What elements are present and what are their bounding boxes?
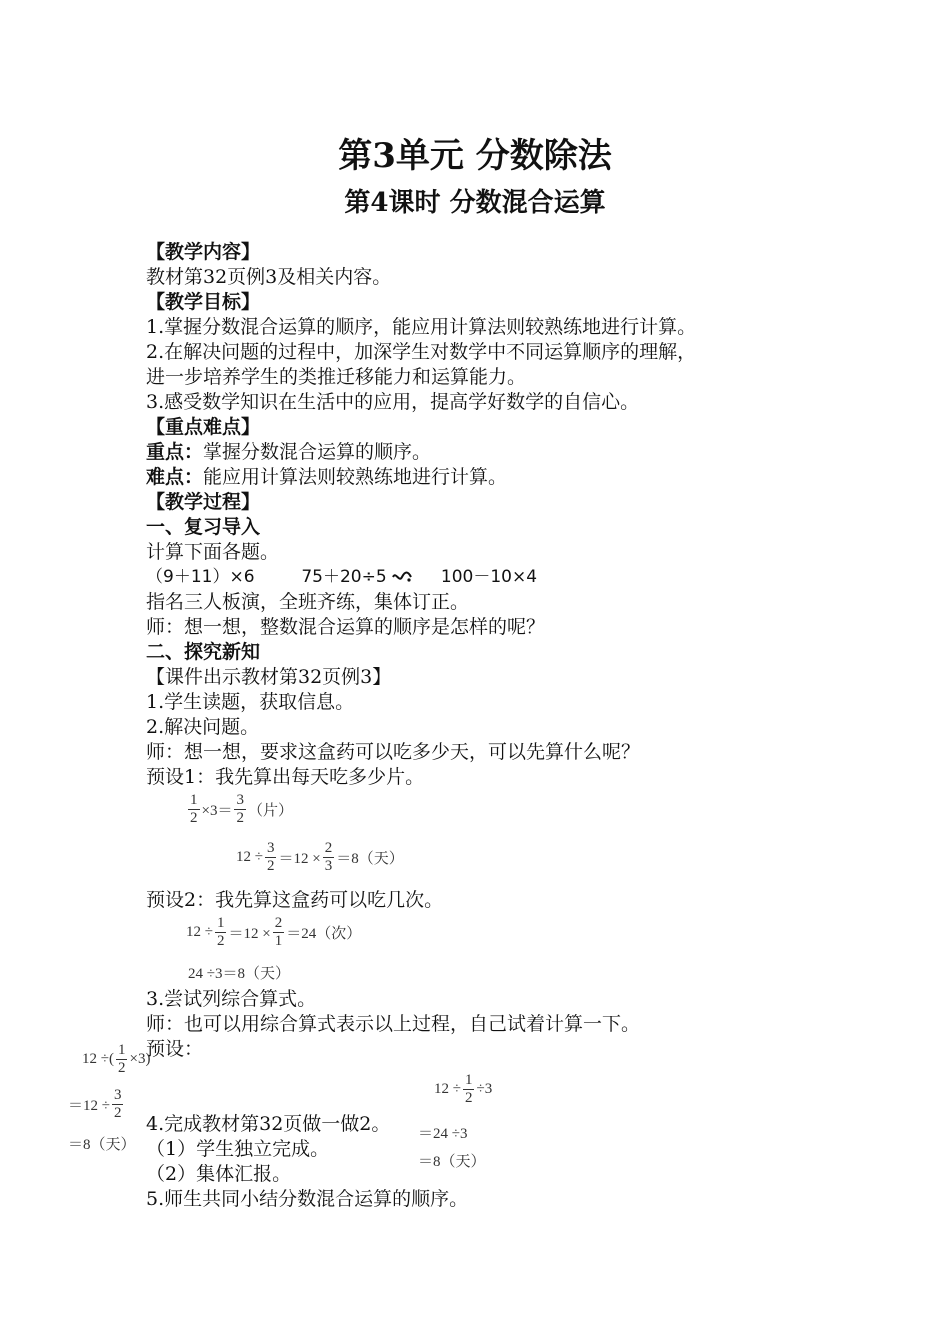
math-text: ×3＝ — [201, 803, 233, 819]
math-eq-2 — [236, 840, 404, 875]
step-4: 4.完成教材第32页做一做2。 — [146, 1113, 391, 1135]
preset-2: 预设2：我先算这盒药可以吃几次。 — [146, 889, 444, 911]
fraction-numerator: 2 — [324, 840, 333, 856]
math-text: ×3) — [129, 1051, 151, 1067]
fraction-denominator: 2 — [236, 810, 244, 826]
fraction-numerator: 1 — [190, 792, 198, 808]
goal-1: 1.掌握分数混合运算的顺序，能应用计算法则较熟练地进行计算。 — [146, 316, 697, 338]
math-text: ÷3 — [476, 1081, 493, 1097]
section-explore: 二、探究新知 — [146, 641, 261, 663]
math-eq-10 — [418, 1150, 486, 1171]
fraction-numerator: 3 — [113, 1087, 122, 1103]
goal-3: 3.感受数学知识在生活中的应用，提高学好数学的自信心。 — [146, 391, 640, 413]
math-eq-6 — [68, 1087, 125, 1122]
content-text: 教材第32页例3及相关内容。 — [146, 266, 392, 288]
math-text: ＝12 × — [228, 926, 271, 942]
math-eq-8 — [434, 1072, 492, 1107]
preset-1: 预设1：我先算出每天吃多少片。 — [146, 766, 425, 788]
math-text: 12 ÷( — [82, 1051, 114, 1067]
fraction-denominator: 2 — [190, 810, 198, 826]
math-text: ＝24 ÷3 — [418, 1126, 468, 1142]
teacher-question-3: 师：也可以用综合算式表示以上过程，自己试着计算一下。 — [146, 1013, 641, 1035]
fraction-denominator: 2 — [216, 933, 225, 949]
board-practice: 指名三人板演，全班齐练，集体订正。 — [146, 591, 470, 613]
key-text: 掌握分数混合运算的顺序。 — [203, 441, 432, 463]
goal-2: 2.在解决问题的过程中，加深学生对数学中不同运算顺序的理解， — [146, 341, 697, 363]
calc-prompt: 计算下面各题。 — [146, 541, 280, 563]
preset-3: 预设： — [146, 1038, 204, 1060]
math-text: ＝12 × — [278, 851, 321, 867]
exercise-3: 100－10×4 — [440, 567, 538, 587]
step-2: 2.解决问题。 — [146, 716, 260, 738]
step-3: 3.尝试列综合算式。 — [146, 988, 317, 1010]
key-label: 重点： — [146, 441, 204, 463]
heading-goal: 【教学目标】 — [146, 291, 261, 313]
math-text: 12 ÷ — [186, 924, 213, 940]
heading-process: 【教学过程】 — [146, 491, 261, 513]
math-text: ＝8（天） — [68, 1137, 136, 1153]
fraction-denominator: 1 — [274, 933, 283, 949]
lesson-title: 第4课时 分数混合运算 — [344, 188, 606, 218]
goal-2-cont: 进一步培养学生的类推迁移能力和运算能力。 — [146, 366, 527, 388]
fraction-denominator: 2 — [117, 1060, 126, 1076]
fraction-denominator: 2 — [113, 1105, 122, 1121]
exercise-1: （9＋11）×6 — [146, 567, 255, 587]
fraction-numerator: 1 — [216, 915, 225, 931]
difficulty-label: 难点： — [146, 466, 204, 488]
math-text: （片） — [247, 803, 293, 819]
exercise-row — [146, 565, 537, 589]
fraction-denominator: 2 — [266, 858, 275, 874]
fraction-numerator: 2 — [274, 915, 283, 931]
fraction-numerator: 3 — [236, 792, 244, 808]
fraction-denominator: 3 — [324, 858, 333, 874]
math-text: ＝12 ÷ — [68, 1098, 110, 1114]
difficulty-point — [146, 465, 507, 489]
math-eq-3 — [186, 915, 361, 950]
math-text: 24 ÷3＝8（天） — [188, 966, 290, 982]
heading-content: 【教学内容】 — [146, 241, 261, 263]
math-eq-7 — [68, 1133, 136, 1154]
math-text: ＝24（次） — [286, 926, 362, 942]
step-5: 5.师生共同小结分数混合运算的顺序。 — [146, 1188, 469, 1210]
key-point — [146, 440, 431, 464]
math-text: 12 ÷ — [236, 849, 263, 865]
fraction-numerator: 1 — [464, 1072, 473, 1088]
step-4-a: （1）学生独立完成。 — [146, 1138, 330, 1160]
heading-key: 【重点难点】 — [146, 416, 261, 438]
fraction-denominator: 2 — [464, 1090, 473, 1106]
fraction-numerator: 3 — [266, 840, 275, 856]
teacher-question-1: 师：想一想，整数混合运算的顺序是怎样的呢？ — [146, 616, 546, 638]
math-text: ＝8（天） — [336, 851, 404, 867]
exercise-2: 75＋20÷5 — [301, 567, 387, 587]
courseware-note: 【课件出示教材第32页例3】 — [146, 666, 392, 688]
math-text: ＝8（天） — [418, 1154, 486, 1170]
math-eq-9 — [418, 1122, 467, 1143]
step-4-b: （2）集体汇报。 — [146, 1163, 292, 1185]
math-eq-1 — [186, 792, 293, 827]
difficulty-text: 能应用计算法则较熟练地进行计算。 — [203, 466, 508, 488]
fraction-numerator: 1 — [117, 1042, 126, 1058]
math-text: 12 ÷ — [434, 1081, 461, 1097]
step-1: 1.学生读题，获取信息。 — [146, 691, 355, 713]
teacher-question-2: 师：想一想，要求这盒药可以吃多少天，可以先算什么呢？ — [146, 741, 641, 763]
squiggle-icon — [392, 570, 412, 584]
section-review: 一、复习导入 — [146, 516, 261, 538]
unit-title: 第3单元 分数除法 — [338, 136, 612, 176]
math-eq-5 — [82, 1042, 150, 1077]
math-eq-4 — [188, 962, 290, 983]
